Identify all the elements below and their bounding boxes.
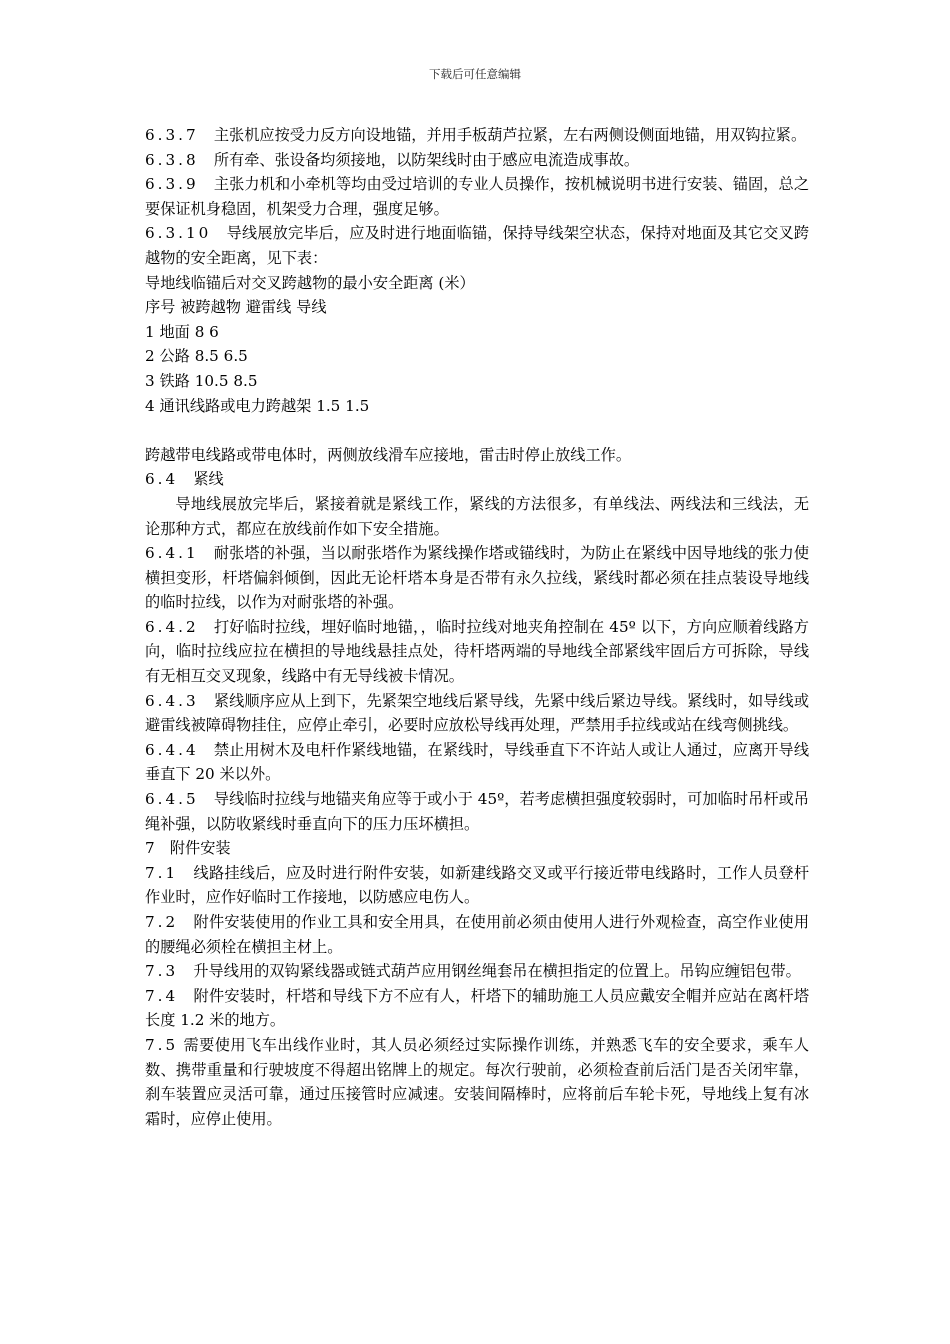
clause-text: 附件安装使用的作业工具和安全用具，在使用前必须由使用人进行外观检查，高空作业使用的腰绳必须栓在横担主材上。 (145, 913, 809, 956)
table-row: 1 地面 8 6 (145, 322, 219, 341)
clause-number: 7.1 (145, 863, 179, 882)
paragraph-6-3-7 (145, 123, 809, 148)
section-heading-7 (145, 836, 809, 861)
paragraph-6-3-9 (145, 172, 809, 221)
clause-text: 主张机应按受力反方向设地锚，并用手板葫芦拉紧，左右两侧设侧面地锚，用双钩拉紧。 (213, 126, 807, 144)
paragraph-6-4-2 (145, 615, 809, 689)
clause-text: 禁止用树木及电杆作紧线地锚，在紧线时，导线垂直下不许站人或让人通过，应离开导线垂直下 20 米以外。 (145, 740, 809, 784)
paragraph-6-4-3 (145, 689, 809, 738)
clause-text: 线路挂线后，应及时进行附件安装，如新建线路交叉或平行接近带电线路时，工作人员登杆作业时，应作好临时工作接地，以防感应电伤人。 (145, 863, 809, 907)
clause-text: 升导线用的双钩紧线器或链式葫芦应用钢丝绳套吊在横担指定的位置上。吊钩应缠铝包带。 (193, 962, 801, 981)
section-number: 7 (145, 839, 155, 858)
clause-number: 6.3.9 (145, 175, 199, 194)
paragraph-6-3-8 (145, 148, 809, 173)
paragraph-7-2 (145, 910, 809, 959)
clause-number: 7.3 (145, 962, 179, 981)
section-title: 紧线 (193, 470, 224, 489)
page-header: 下载后可任意编辑 (429, 67, 521, 81)
document-body (145, 123, 809, 1131)
table-row: 2 公路 8.5 6.5 (145, 347, 248, 366)
clause-text: 导线展放完毕后，应及时进行地面临锚，保持导线架空状态，保持对地面及其它交叉跨越物的安全距离，见下表： (145, 224, 809, 267)
clause-number: 7.4 (145, 986, 179, 1005)
paragraph-7-1 (145, 861, 809, 910)
table-row: 4 通讯线路或电力跨越架 1.5 1.5 (145, 396, 370, 415)
paragraph-7-5 (145, 1033, 809, 1131)
table-title: 导地线临锚后对交叉跨越物的最小安全距离 (米） (145, 273, 475, 292)
table-header-row: 序号 被跨越物 避雷线 导线 (145, 298, 327, 317)
clause-number: 6.3.8 (145, 150, 199, 169)
paragraph-6-4-1 (145, 541, 809, 615)
clause-number: 6.4.2 (145, 617, 199, 636)
paragraph-7-3 (145, 959, 809, 984)
section-heading-6-4 (145, 467, 809, 492)
blank-line (145, 418, 809, 443)
clause-text: 打好临时拉线，埋好临时地锚，，临时拉线对地夹角控制在 45º 以下，方向应顺着线路方向，临时拉线应拉在横担的导地线悬挂点处，待杆塔两端的导地线全部紧线牢固后方可拆除，导线有无相互交叉现象，线路中有无导线被卡情况。 (145, 617, 809, 686)
paragraph-7-4 (145, 984, 809, 1033)
paragraph-6-3-10 (145, 221, 809, 270)
clause-number: 7.2 (145, 913, 179, 931)
section-number: 6.4 (145, 470, 179, 489)
clause-text: 附件安装时，杆塔和导线下方不应有人，杆塔下的辅助施工人员应戴安全帽并应站在离杆塔长度 1.2 米的地方。 (145, 986, 809, 1030)
clause-text: 耐张塔的补强，当以耐张塔作为紧线操作塔或锚线时，为防止在紧线中因导地线的张力使横担变形，杆塔偏斜倾倒，因此无论杆塔本身是否带有永久拉线，紧线时都必须在挂点装设导地线的临时拉线，以作为对耐张塔的补强。 (145, 544, 809, 612)
clause-text: 需要使用飞车出线作业时，其人员必须经过实际操作训练，并熟悉飞车的安全要求，乘车人数、携带重量和行驶坡度不得超出铭牌上的规定。每次行驶前，必须检查前后活门是否关闭牢靠，刹车装置应灵活可靠，通过压接管时应减速。安装间隔棒时，应将前后车轮卡死，导地线上复有冰霜时，应停止使用。 (145, 1035, 810, 1128)
paragraph-6-4-5 (145, 787, 809, 836)
section-6-4-intro: 导地线展放完毕后，紧接着就是紧线工作，紧线的方法很多，有单线法、两线法和三线法，无论那种方式，都应在放线前作如下安全措施。 (145, 494, 809, 538)
clause-number: 6.4.3 (145, 691, 199, 710)
clause-number: 6.3.7 (145, 126, 199, 144)
clause-number: 7.5 (145, 1035, 179, 1054)
clause-number: 6.4.1 (145, 544, 199, 563)
clause-number: 6.4.5 (145, 790, 199, 809)
clause-text: 紧线顺序应从上到下，先紧架空地线后紧导线，先紧中线后紧边导线。紧线时，如导线或避雷线被障碍物挂住，应停止牵引，必要时应放松导线再处理，严禁用手拉线或站在线弯侧挑线。 (145, 691, 809, 735)
after-table-note: 跨越带电线路或带电体时，两侧放线滑车应接地，雷击时停止放线工作。 (145, 445, 631, 464)
table-row: 3 铁路 10.5 8.5 (145, 371, 258, 390)
clause-text: 主张力机和小牵机等均由受过培训的专业人员操作，按机械说明书进行安装、锚固，总之要保证机身稳固，机架受力合理，强度足够。 (145, 175, 809, 218)
section-title: 附件安装 (169, 839, 231, 858)
clause-number: 6.4.4 (145, 740, 199, 759)
clause-number: 6.3.10 (145, 224, 212, 243)
clause-text: 所有牵、张设备均须接地，以防架线时由于感应电流造成事故。 (213, 150, 640, 169)
paragraph-6-4-4 (145, 738, 809, 787)
clause-text: 导线临时拉线与地锚夹角应等于或小于 45º，若考虑横担强度较弱时，可加临时吊杆或吊绳补强，以防收紧线时垂直向下的压力压坏横担。 (145, 790, 809, 833)
